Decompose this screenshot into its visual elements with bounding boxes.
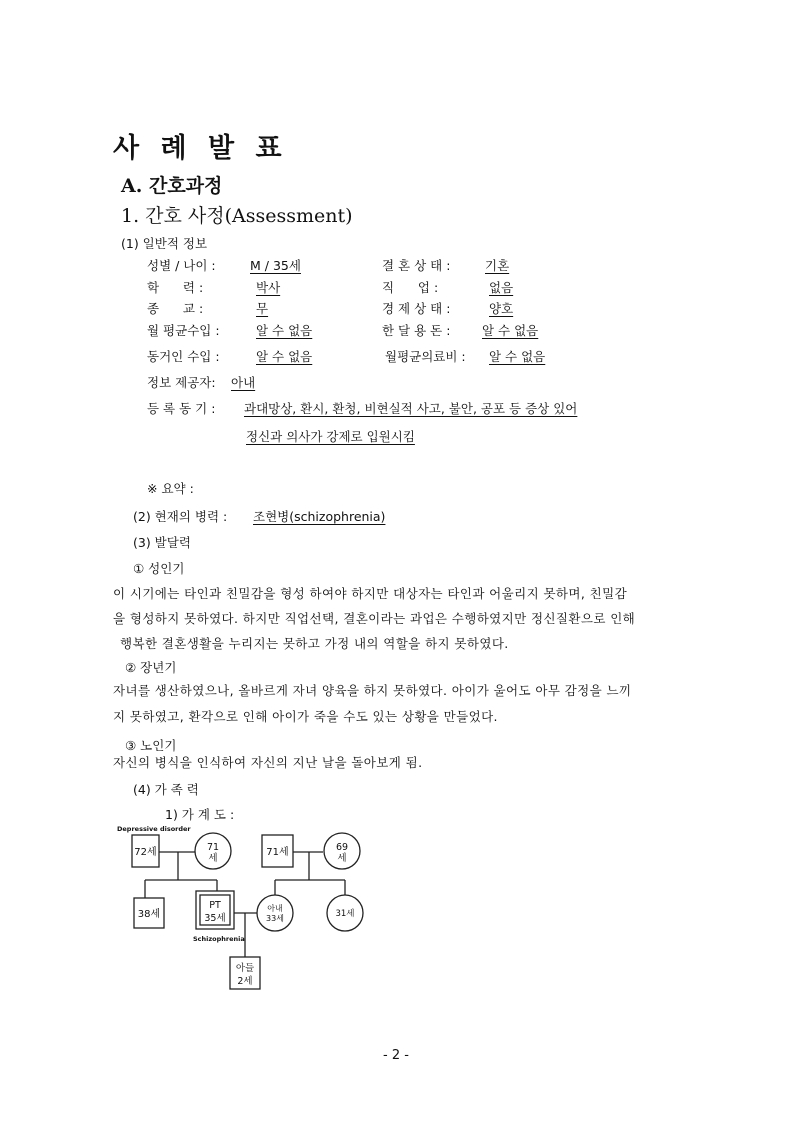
page-title: 사 례 발 표 xyxy=(113,133,288,164)
economy-value: 양호 xyxy=(489,301,514,316)
cohabitant-income-label: 동거인 수입 : xyxy=(147,349,220,364)
family-history-heading: (4) 가 족 력 xyxy=(133,782,199,797)
sex-age-value: M / 35세 xyxy=(250,258,301,273)
paternal-grandmother-age-number: 71 xyxy=(206,842,220,853)
economy-label: 경 제 상 태 : xyxy=(382,301,451,316)
son-label: 아들 xyxy=(235,963,255,974)
development-heading: (3) 발달력 xyxy=(133,535,191,550)
education-label: 학 력 : xyxy=(147,280,204,295)
adulthood-heading: ① 성인기 xyxy=(133,561,185,576)
middle-age-heading: ② 장년기 xyxy=(125,660,177,675)
income-value: 알 수 없음 xyxy=(256,323,313,338)
schizophrenia-label: Schizophrenia xyxy=(193,935,245,943)
brother-age: 38세 xyxy=(137,909,161,920)
wife-symbol xyxy=(257,895,293,931)
current-illness-label: (2) 현재의 병력 : xyxy=(133,509,228,524)
medical-cost-label: 월평균의료비 : xyxy=(385,349,466,364)
general-info-heading: (1) 일반적 정보 xyxy=(121,236,208,251)
sister-in-law-age: 31세 xyxy=(335,909,355,919)
patient-label: PT xyxy=(209,900,221,911)
adulthood-line-2: 을 형성하지 못하였다. 하지만 직업선택, 결혼이라는 과업은 수행하였지만 정신질환으로 인해 xyxy=(113,611,636,626)
paternal-grandmother-age-unit: 세 xyxy=(208,853,218,864)
old-age-line-1: 자신의 병식을 인식하여 자신의 지난 날을 돌아보게 됨. xyxy=(113,755,423,770)
religion-label: 종 교 : xyxy=(147,301,204,316)
section-1-heading: 1. 간호 사정(Assessment) xyxy=(121,205,353,227)
sex-age-label: 성별 / 나이 : xyxy=(147,258,216,273)
admission-label: 등 록 동 기 : xyxy=(147,401,216,416)
genogram-heading: 1) 가 계 도 : xyxy=(165,807,235,822)
middle-age-line-1: 자녀를 생산하였으나, 올바르게 자녀 양육을 하지 못하였다. 아이가 울어도 아무 감정을 느끼 xyxy=(113,683,632,698)
admission-line-2: 정신과 의사가 강제로 입원시킴 xyxy=(246,429,415,444)
genogram-diagram xyxy=(113,825,373,995)
occupation-value: 없음 xyxy=(489,280,514,295)
maternal-grandmother-age-number: 69 xyxy=(335,842,349,853)
medical-cost-value: 알 수 없음 xyxy=(489,349,546,364)
occupation-label: 직 업 : xyxy=(382,280,439,295)
son-age: 2세 xyxy=(237,976,253,987)
education-value: 박사 xyxy=(256,280,281,295)
wife-age: 33세 xyxy=(266,914,284,923)
allowance-label: 한 달 용 돈 : xyxy=(382,323,451,338)
patient-age: 35세 xyxy=(204,913,226,924)
adulthood-line-1: 이 시기에는 타인과 친밀감을 형성 하여야 하지만 대상자는 타인과 어울리지 못하며, 친밀감 xyxy=(113,586,628,601)
wife-label: 아내 xyxy=(267,904,283,913)
maternal-grandfather-age: 71세 xyxy=(266,847,289,858)
marital-label: 결 혼 상 태 : xyxy=(382,258,451,273)
religion-value: 무 xyxy=(256,301,269,316)
marital-value: 기혼 xyxy=(485,258,510,273)
section-a-heading: A. 간호과정 xyxy=(121,175,223,197)
paternal-grandfather-age: 72세 xyxy=(134,847,157,858)
page-number: - 2 - xyxy=(383,1048,409,1063)
depressive-disorder-label: Depressive disorder xyxy=(117,825,191,833)
middle-age-line-2: 지 못하였고, 환각으로 인해 아이가 죽을 수도 있는 상황을 만들었다. xyxy=(113,709,498,724)
informant-value: 아내 xyxy=(231,375,256,390)
allowance-value: 알 수 없음 xyxy=(482,323,539,338)
adulthood-line-3: 행복한 결혼생활을 누리지는 못하고 가정 내의 역할을 하지 못하였다. xyxy=(120,636,509,651)
current-illness-value: 조현병(schizophrenia) xyxy=(253,509,386,524)
cohabitant-income-value: 알 수 없음 xyxy=(256,349,313,364)
admission-line-1: 과대망상, 환시, 환청, 비현실적 사고, 불안, 공포 등 증상 있어 xyxy=(244,401,578,416)
maternal-grandmother-age-unit: 세 xyxy=(337,853,347,864)
informant-label: 정보 제공자: xyxy=(147,375,216,390)
old-age-heading: ③ 노인기 xyxy=(125,738,177,753)
income-label: 월 평균수입 : xyxy=(147,323,220,338)
summary-label: ※ 요약 : xyxy=(147,481,194,496)
